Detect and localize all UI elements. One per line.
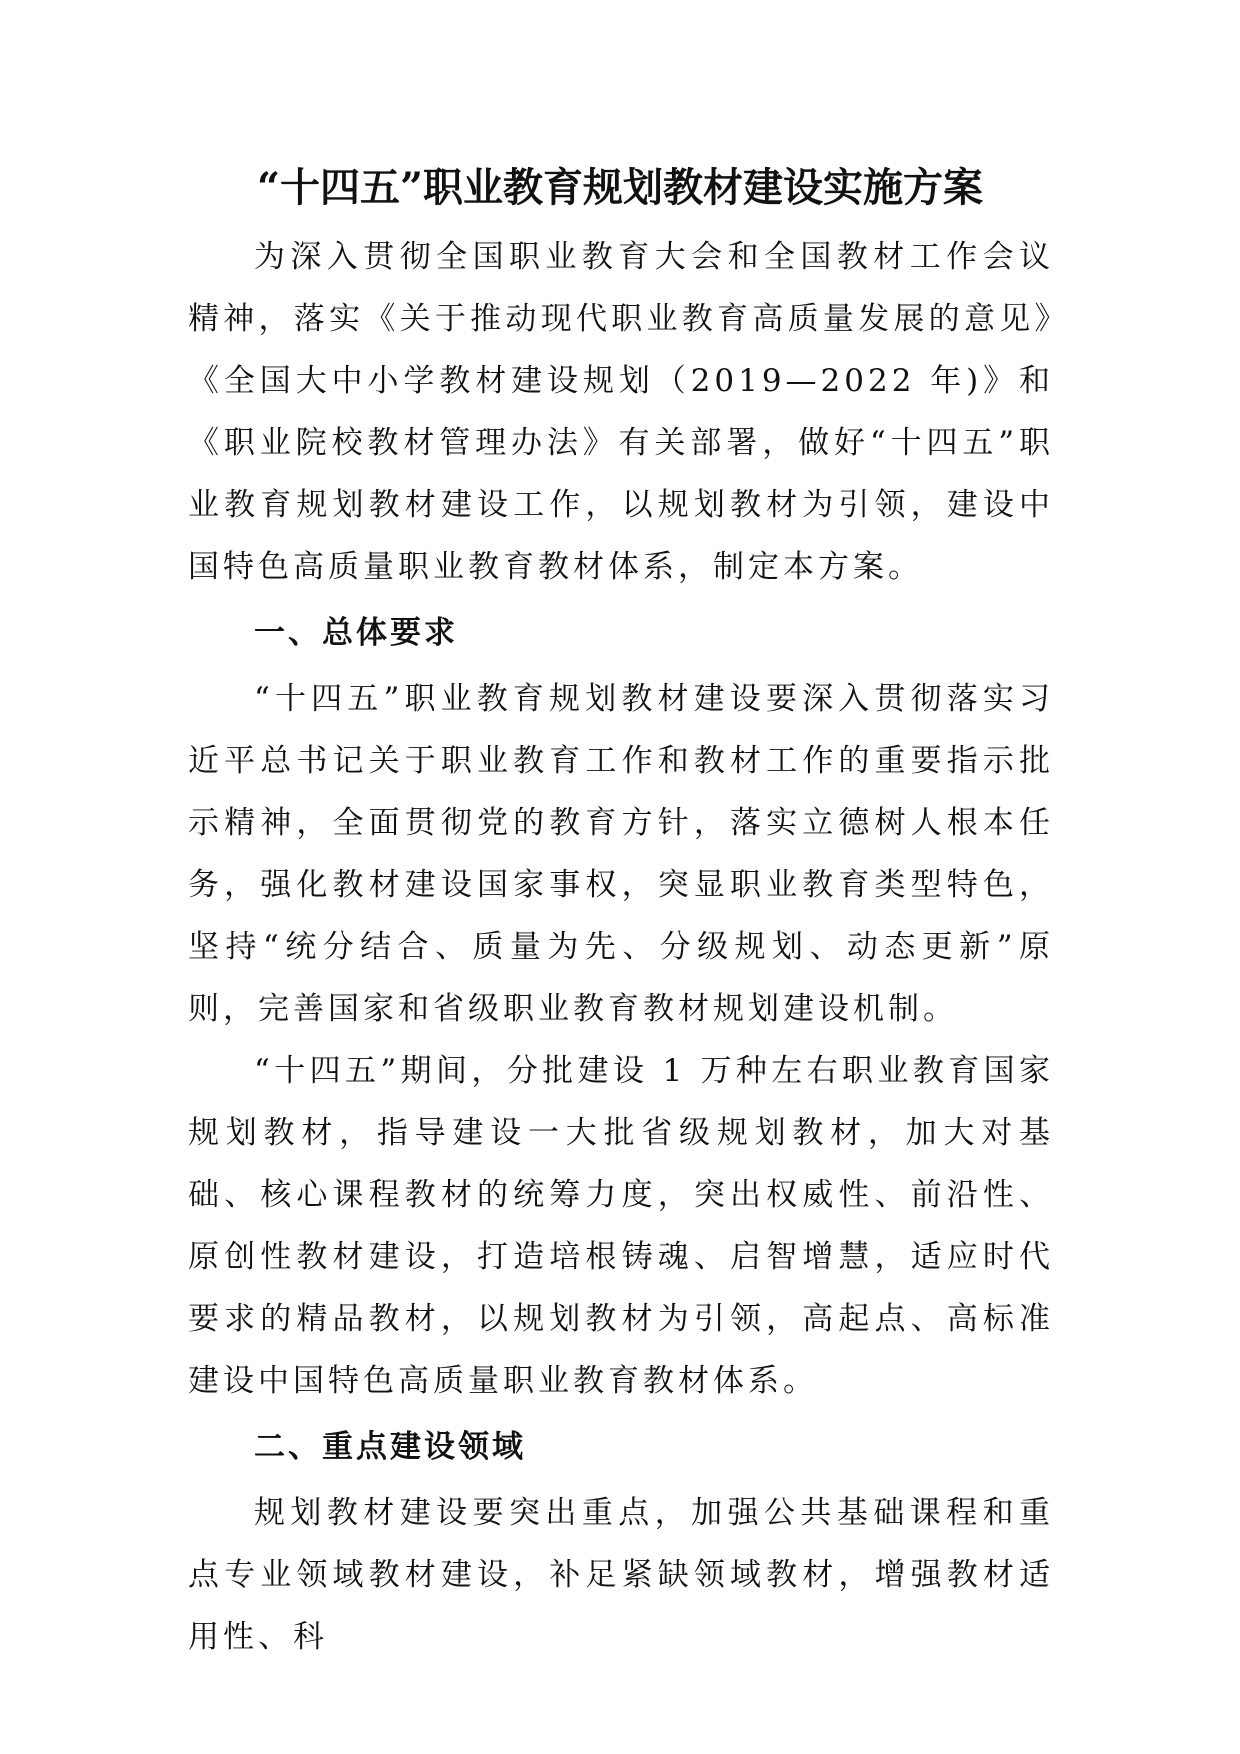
section1-paragraph: “十四五”职业教育规划教材建设要深入贯彻落实习近平总书记关于职业教育工作和教材工作的重要指示批示精神，全面贯彻党的教育方针，落实立德树人根本任务，强化教材建设国家事权，突显职业教育类型特色，坚持“统分结合、质量为先、分级规划、动态更新”原则，完善国家和省级职业教育教材规划建设机制。 [188, 681, 1054, 1027]
section2-paragraph: 规划教材建设要突出重点，加强公共基础课程和重点专业领域教材建设，补足紧缺领域教材，增强教材适用性、科 [188, 1495, 1054, 1655]
intro-paragraph: 为深入贯彻全国职业教育大会和全国教材工作会议精神，落实《关于推动现代职业教育高质量发展的意见》《全国大中小学教材建设规划（2019—2022 年)》和《职业院校教材管理办法》有关部署，做好“十四五”职业教育规划教材建设工作，以规划教材为引领，建设中国特色高质量职业教育教材体系，制定本方案。 [188, 239, 1054, 585]
section-heading-general-requirements: 一、总体要求 [254, 615, 458, 651]
document-body [188, 226, 1054, 1668]
document-title: “十四五”职业教育规划教材建设实施方案 [256, 164, 983, 211]
section-heading-key-areas: 二、重点建设领域 [254, 1429, 526, 1465]
section1-paragraph: “十四五”期间，分批建设 1 万种左右职业教育国家规划教材，指导建设一大批省级规划教材，加大对基础、核心课程教材的统筹力度，突出权威性、前沿性、原创性教材建设，打造培根铸魂、启智增慧，适应时代要求的精品教材，以规划教材为引领，高起点、高标准建设中国特色高质量职业教育教材体系。 [188, 1053, 1054, 1399]
